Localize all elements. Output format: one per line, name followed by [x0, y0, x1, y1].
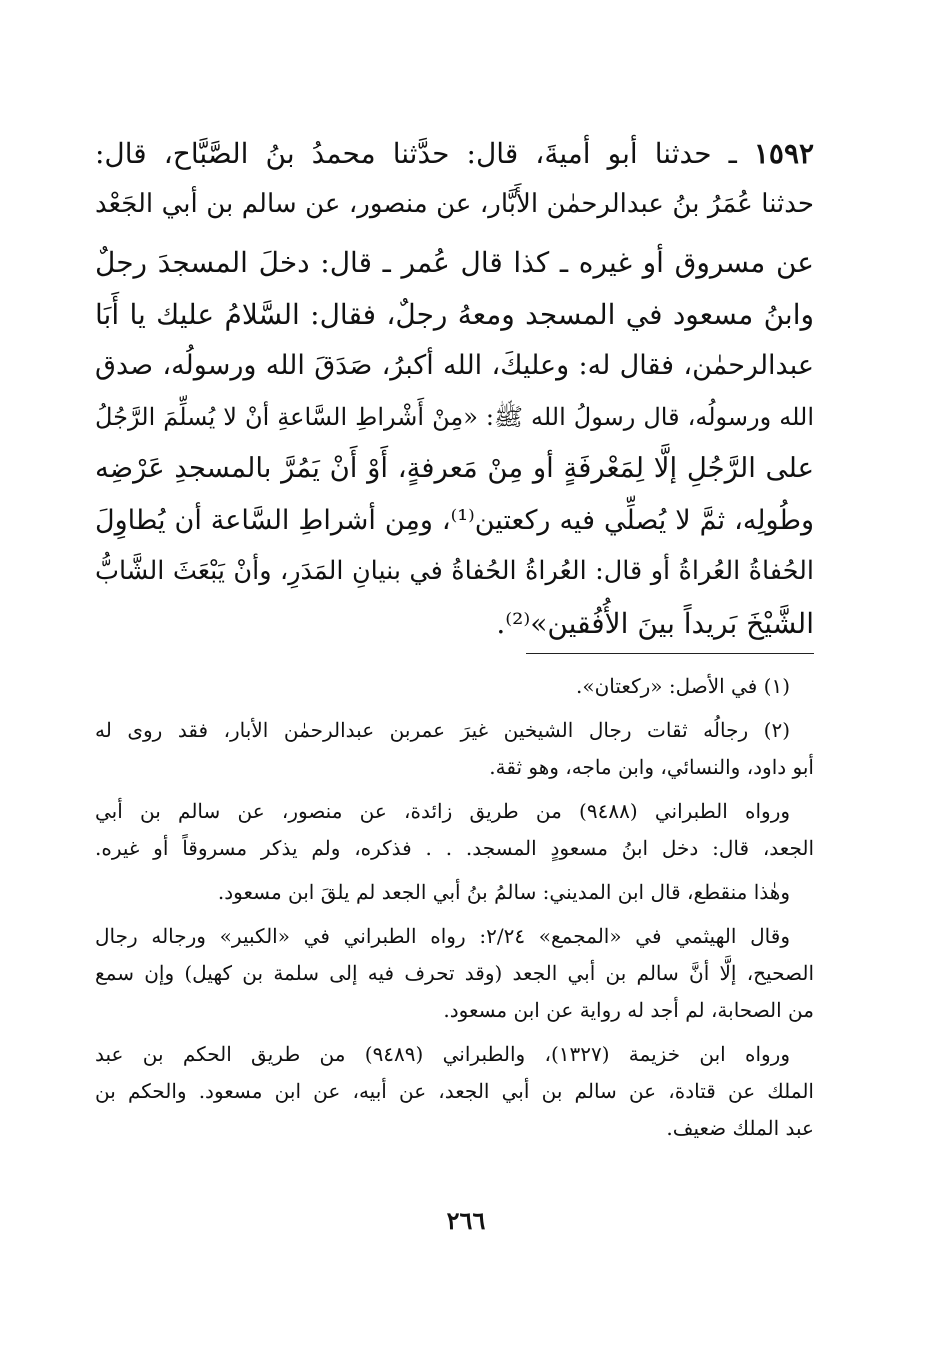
hadith-matn: [95, 237, 814, 649]
footnote-1: [95, 668, 814, 705]
hadith-isnad: [95, 128, 814, 230]
matn-line: الله ورسولُه، قال رسولُ الله ﷺ: «مِنْ أَشْراطِ السَّاعةِ أنْ لا يُسلِّمَ الرَّجُلُ: [95, 402, 814, 431]
matn-line: وابنُ مسعود في المسجد ومعهُ رجلٌ، فقال: السَّلامُ عليك يا أَبَا: [95, 297, 814, 331]
footnote-line: أبو داود، والنسائي، وابن ماجه، وهو ثقة.: [489, 755, 814, 779]
isnad-line-1: [95, 128, 814, 179]
footnote-line: (١) في الأصل: «ركعتان».: [576, 674, 790, 698]
footnote-paragraph: [95, 1036, 814, 1147]
footnote-line: الملك عن قتادة، عن سالم بن أبي الجعد، عن أبيه، عن ابن مسعود. والحكم بن: [95, 1079, 814, 1103]
footnote-line: وهٰذا منقطع، قال ابن المديني: سالمُ بنُ أبي الجعد لم يلقَ ابن مسعود.: [217, 880, 790, 904]
footnote-2: [95, 712, 814, 786]
matn-line: وطُولِه، ثمَّ لا يُصلِّي فيه ركعتين⁽¹⁾، ومِن أشراطِ السَّاعة أن يُطاوِلَ: [95, 504, 814, 536]
matn-line: على الرَّجُلِ إلَّا لِمَعْرفَةٍ أو مِنْ مَعرفةٍ، أَوْ أَنْ يَمُرَّ بالمسجدِ عَرْضِه: [95, 452, 814, 484]
footnote-line: ورواه الطبراني (٩٤٨٨) من طريق زائدة، عن منصور، عن سالم بن أبي: [95, 799, 791, 823]
footnote-line: وقال الهيثمي في «المجمع» ٢/٢٤: رواه الطبراني في «الكبير» ورجاله رجال: [95, 924, 790, 948]
footnote-line: الجعد، قال: دخل ابنُ مسعودٍ المسجد. . . فذكره، ولم يذكر مسروقاً أو غيره.: [95, 836, 815, 860]
footnote-paragraph: [95, 918, 814, 1029]
footnote-line: ورواه ابن خزيمة (١٣٢٧)، والطبراني (٩٤٨٩) من طريق الحكم بن عبد: [95, 1042, 790, 1066]
matn-line: الشَّيْخَ بَريداً بينَ الأُفُقين»⁽²⁾.: [496, 606, 814, 640]
footnote-line: (٢) رجالُه ثقات رجال الشيخين غيرَ عمربن عبدالرحمٰن الأبار، فقد روى له: [95, 718, 790, 742]
footnote-paragraph: [95, 793, 814, 867]
footnote-line: الصحيح، إلَّا أنَّ سالم بن أبي الجعد (وقد تحرف فيه إلى سلمة بن كهيل) وإن سمع: [95, 961, 814, 985]
footnote-line: من الصحابة، لم أجد له رواية عن ابن مسعود.: [443, 998, 814, 1022]
footnotes: [95, 668, 814, 1154]
page-number: ٢٦٦: [446, 1206, 486, 1235]
isnad-text-1: ـ حدثنا أبو أميةَ، قال: حدَّثنا محمدُ بنُ الصَّبَّاح، قال:: [95, 137, 737, 170]
footnote-line: عبد الملك ضعيف.: [666, 1116, 814, 1140]
hadith-number: ١٥٩٢: [753, 137, 815, 170]
footnote-paragraph: [95, 874, 814, 911]
matn-line: عبدالرحمٰن، فقال له: وعليكَ، الله أكبرُ، صَدَقَ الله ورسولُه، صدق: [95, 350, 814, 381]
matn-line: الحُفاةُ العُراةُ أو قال: العُراةُ الحُفاةُ في بنيانِ المَدَرِ، وأنْ يَبْعَثَ الشَّابُّ: [95, 556, 814, 586]
isnad-line-2: حدثنا عُمَرُ بنُ عبدالرحمٰن الأَبَّار، عن منصور، عن سالم بن أبي الجَعْد: [95, 189, 814, 219]
matn-line: عن مسروق أو غيره ـ كذا قال عُمر ـ قال: دخلَ المسجدَ رجلٌ: [95, 246, 814, 279]
footnote-separator: [526, 653, 814, 654]
